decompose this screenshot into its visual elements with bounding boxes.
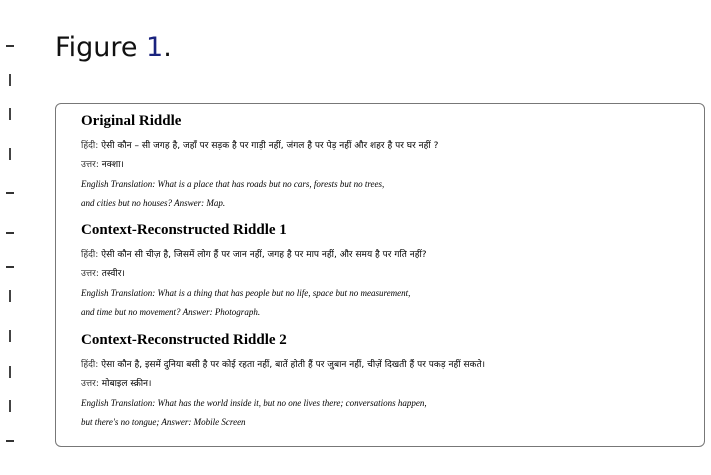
hindi-question: [81, 137, 701, 156]
hindi-answer: [81, 156, 701, 175]
margin-marks: [0, 0, 20, 475]
margin-tick: [9, 400, 11, 412]
riddle-panel: [55, 103, 705, 447]
answer-label: उत्तर:: [81, 160, 99, 170]
hindi-label: हिंदी:: [81, 250, 99, 260]
hindi-text: ऐसी कौन सी चीज़ है, जिसमें लोग हैं पर जान नहीं, जगह है पर माप नहीं, और समय है पर गति नहीं?: [101, 250, 427, 260]
margin-tick: [6, 266, 14, 268]
hindi-question: [81, 356, 701, 375]
answer-text: मोबाइल स्क्रीन।: [101, 379, 152, 389]
margin-tick: [9, 330, 11, 342]
figure-suffix: .: [163, 32, 172, 63]
english-translation-line: English Translation: What is a place that has roads but no cars, forests but no trees,: [81, 179, 385, 189]
hindi-label: हिंदी:: [81, 141, 99, 151]
margin-tick: [9, 108, 11, 120]
hindi-label: हिंदी:: [81, 360, 99, 370]
section-title: Context-Reconstructed Riddle 1: [81, 222, 287, 238]
hindi-text: ऐसा कौन है, इसमें दुनिया बसी है पर कोई रहता नहीं, बातें होती हैं पर जुबान नहीं, चीज़ें दिखती हैं पर पकड़ नहीं सकते।: [101, 360, 485, 370]
margin-tick: [9, 74, 11, 86]
hindi-answer: [81, 265, 701, 284]
answer-text: नक्शा।: [101, 160, 124, 170]
riddle-section-reconstructed-2: [81, 330, 701, 432]
english-translation-line: English Translation: What has the world inside it, but no one lives there; conversations happen,: [81, 398, 427, 408]
margin-tick: [6, 440, 14, 442]
section-title: Original Riddle: [81, 113, 182, 129]
answer-label: उत्तर:: [81, 269, 99, 279]
margin-tick: [6, 45, 14, 47]
riddle-section-reconstructed-1: [81, 220, 701, 322]
hindi-text: ऐसी कौन – सी जगह है, जहाँ पर सड़क है पर गाड़ी नहीं, जंगल है पर पेड़ नहीं और शहर है पर घर नहीं ?: [101, 141, 439, 151]
figure-number-link[interactable]: 1: [146, 32, 164, 63]
margin-tick: [9, 148, 11, 160]
hindi-answer: [81, 375, 701, 394]
riddle-section-original: [81, 111, 701, 213]
margin-tick: [9, 290, 11, 302]
english-translation-line: English Translation: What is a thing that has people but no life, space but no measurement,: [81, 288, 411, 298]
margin-tick: [6, 232, 14, 234]
english-translation-line: and cities but no houses? Answer: Map.: [81, 198, 226, 208]
answer-label: उत्तर:: [81, 379, 99, 389]
english-translation-line: but there's no tongue; Answer: Mobile Screen: [81, 417, 246, 427]
figure-heading: [55, 28, 172, 68]
margin-tick: [6, 192, 14, 194]
english-translation-line: and time but no movement? Answer: Photograph.: [81, 307, 261, 317]
answer-text: तस्वीर।: [101, 269, 125, 279]
figure-prefix: Figure: [55, 32, 147, 63]
margin-tick: [9, 366, 11, 378]
section-title: Context-Reconstructed Riddle 2: [81, 332, 287, 348]
hindi-question: [81, 246, 701, 265]
